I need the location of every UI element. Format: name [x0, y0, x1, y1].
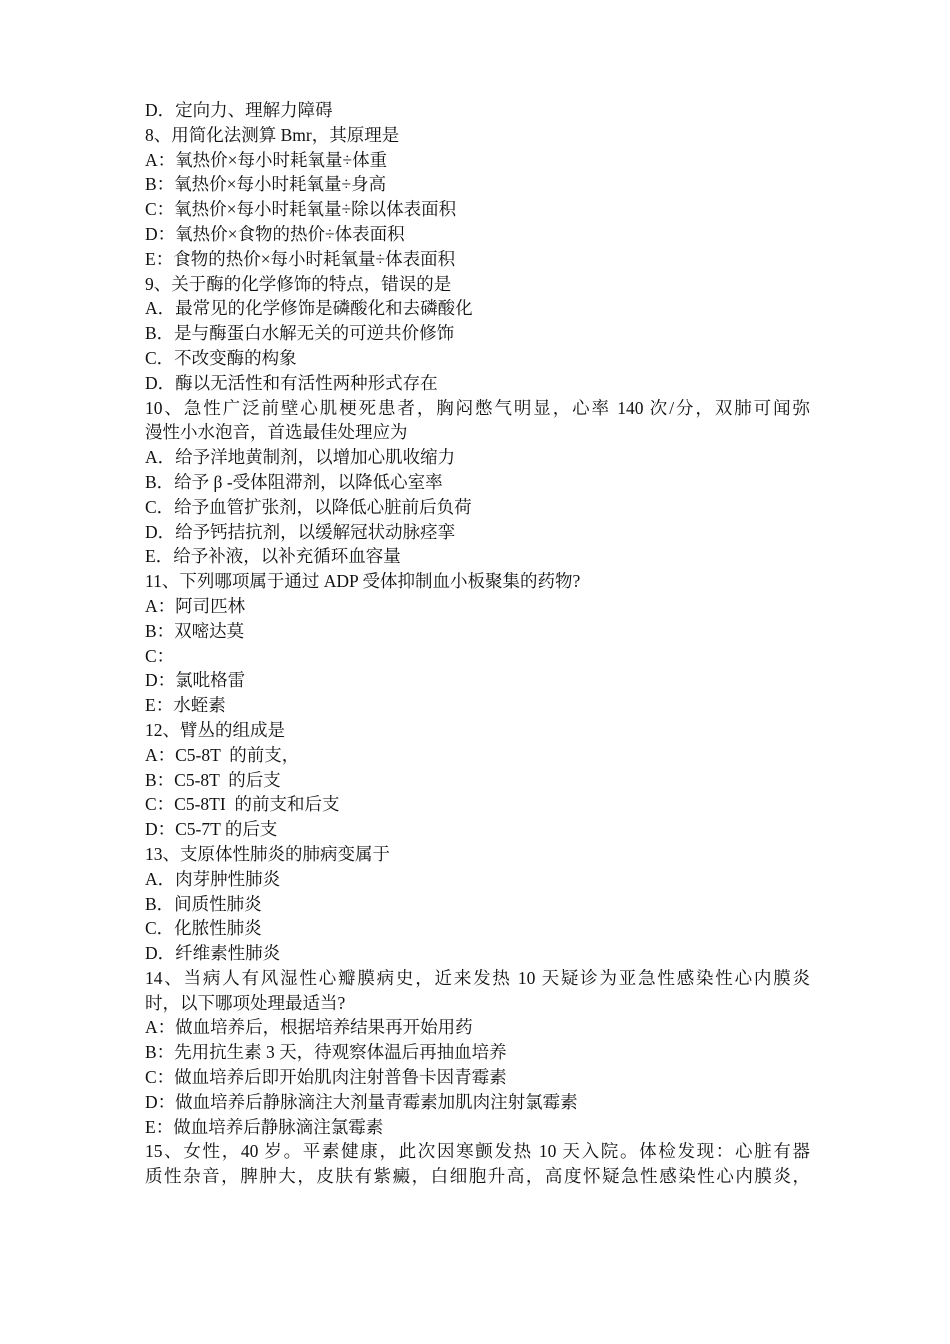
document-text	[145, 98, 810, 1189]
question-11: 11、下列哪项属于通过 ADP 受体抑制血小板聚集的药物?	[145, 571, 581, 592]
option-8-b: B：氧热价×每小时耗氧量÷身高	[145, 174, 387, 195]
question-13: 13、支原体性肺炎的肺病变属于	[145, 843, 390, 864]
option-13-b: B．间质性肺炎	[145, 893, 262, 914]
option-11-c: C：	[145, 645, 175, 666]
option-14-c: C：做血培养后即开始肌肉注射普鲁卡因青霉素	[145, 1067, 507, 1088]
option-10-b: B．给予 β -受体阻滞剂，以降低心室率	[145, 471, 443, 492]
option-12-a: A：C5-8T 的前支，	[145, 744, 300, 765]
option-9-d: D．酶以无活性和有活性两种形式存在	[145, 372, 438, 393]
option-13-d: D．纤维素性肺炎	[145, 943, 281, 964]
option-10-e: E．给予补液，以补充循环血容量	[145, 546, 401, 567]
question-12: 12、臂丛的组成是	[145, 719, 285, 740]
question-15-line-1: 15、女性，40 岁。平素健康，此次因寒颤发热 10 天入院。体检发现：心脏有器	[145, 1141, 810, 1162]
option-11-b: B：双嘧达莫	[145, 620, 245, 641]
question-14-line-1: 14、当病人有风湿性心瓣膜病史，近来发热 10 天疑诊为亚急性感染性心内膜炎	[145, 967, 810, 988]
option-13-a: A．肉芽肿性肺炎	[145, 868, 281, 889]
option-10-c: C．给予血管扩张剂，以降低心脏前后负荷	[145, 496, 472, 517]
option-9-a: A．最常见的化学修饰是磷酸化和去磷酸化	[145, 298, 473, 319]
option-12-b: B：C5-8T 的后支	[145, 769, 281, 790]
option-8-e: E：食物的热价×每小时耗氧量÷体表面积	[145, 248, 456, 269]
option-12-d: D：C5-7T 的后支	[145, 819, 278, 840]
option-13-c: C．化脓性肺炎	[145, 918, 262, 939]
question-15-line-2: 质性杂音，脾肿大，皮肤有紫癜，白细胞升高，高度怀疑急性感染性心内膜炎，	[145, 1166, 810, 1187]
question-14	[145, 966, 810, 1016]
question-8: 8、用简化法测算 Bmr，其原理是	[145, 124, 400, 145]
option-11-a: A：阿司匹林	[145, 595, 246, 616]
option-9-d-prev: D．定向力、理解力障碍	[145, 100, 333, 120]
option-12-c: C：C5-8TI 的前支和后支	[145, 794, 340, 815]
option-11-d: D：氯吡格雷	[145, 670, 246, 691]
question-9: 9、关于酶的化学修饰的特点，错误的是	[145, 273, 452, 294]
option-9-b: B．是与酶蛋白水解无关的可逆共价修饰	[145, 323, 455, 344]
question-14-line-2: 时，以下哪项处理最适当?	[145, 992, 346, 1013]
option-10-d: D．给予钙拮抗剂，以缓解冠状动脉痉挛	[145, 521, 456, 542]
option-10-a: A．给予洋地黄制剂，以增加心肌收缩力	[145, 447, 456, 468]
option-14-e: E：做血培养后静脉滴注氯霉素	[145, 1116, 384, 1137]
option-8-a: A：氧热价×每小时耗氧量÷体重	[145, 149, 388, 170]
question-10-line-2: 漫性小水泡音，首选最佳处理应为	[145, 422, 408, 443]
option-14-b: B：先用抗生素 3 天，待观察体温后再抽血培养	[145, 1042, 507, 1063]
option-8-d: D：氧热价×食物的热价÷体表面积	[145, 223, 405, 244]
option-11-e: E：水蛭素	[145, 695, 226, 716]
option-14-a: A：做血培养后，根据培养结果再开始用药	[145, 1017, 473, 1038]
option-14-d: D：做血培养后静脉滴注大剂量青霉素加肌肉注射氯霉素	[145, 1091, 578, 1112]
option-8-c: C：氧热价×每小时耗氧量÷除以体表面积	[145, 199, 457, 220]
question-10-line-1: 10、急性广泛前壁心肌梗死患者，胸闷憋气明显，心率 140 次/分，双肺可闻弥	[145, 397, 810, 418]
question-15	[145, 1139, 810, 1189]
question-10	[145, 396, 810, 446]
option-9-c: C．不改变酶的构象	[145, 347, 297, 368]
